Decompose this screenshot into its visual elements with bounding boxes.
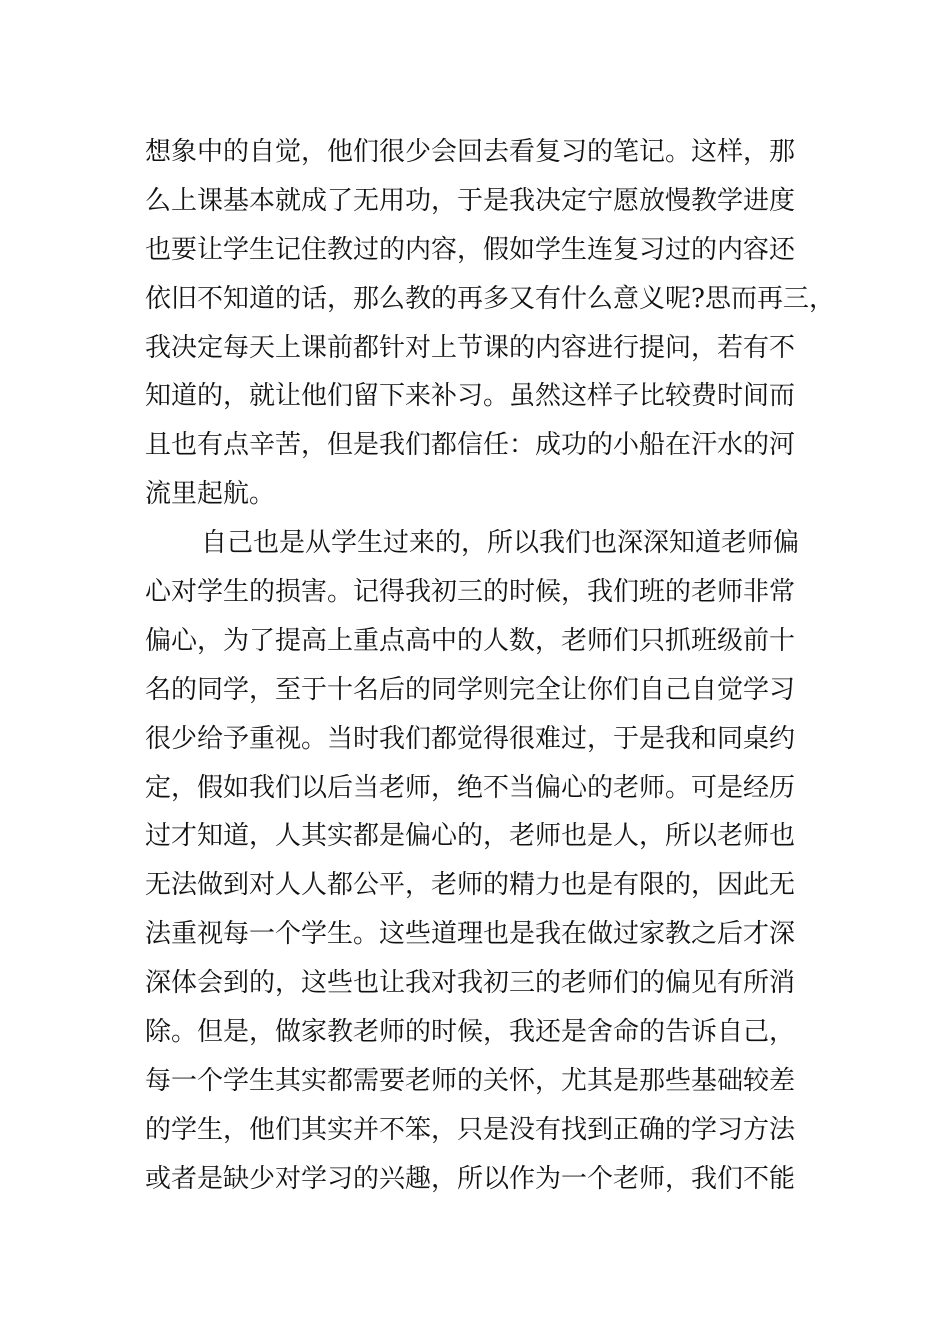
text-line: 深体会到的，这些也让我对我初三的老师们的偏见有所消 — [145, 968, 796, 999]
text-line: 我决定每天上课前都针对上节课的内容进行提问，若有不 — [145, 332, 796, 363]
text-line: 也要让学生记住教过的内容，假如学生连复习过的内容还 — [145, 234, 796, 265]
text-line: 的学生，他们其实并不笨，只是没有找到正确的学习方法 — [145, 1114, 796, 1145]
text-line: 很少给予重视。当时我们都觉得很难过，于是我和同桌约 — [145, 723, 796, 754]
text-line: 知道的，就让他们留下来补习。虽然这样子比较费时间而 — [145, 381, 796, 412]
text-line: 依旧不知道的话，那么教的再多又有什么意义呢?思而再三， — [145, 283, 835, 314]
text-line: 或者是缺少对学习的兴趣，所以作为一个老师，我们不能 — [145, 1163, 796, 1194]
text-line: 偏心，为了提高上重点高中的人数，老师们只抓班级前十 — [145, 625, 796, 656]
text-line: 么上课基本就成了无用功，于是我决定宁愿放慢教学进度 — [145, 185, 796, 216]
paragraph-first-line: 自己也是从学生过来的，所以我们也深深知道老师偏 — [201, 528, 800, 559]
text-line: 想象中的自觉，他们很少会回去看复习的笔记。这样，那 — [145, 137, 796, 167]
text-line: 定，假如我们以后当老师，绝不当偏心的老师。可是经历 — [145, 772, 796, 803]
text-line: 每一个学生其实都需要老师的关怀，尤其是那些基础较差 — [145, 1065, 796, 1096]
body-text — [145, 128, 835, 1204]
text-line: 心对学生的损害。记得我初三的时候，我们班的老师非常 — [145, 577, 796, 608]
text-line: 过才知道，人其实都是偏心的，老师也是人，所以老师也 — [145, 821, 796, 852]
text-line: 除。但是，做家教老师的时候，我还是舍命的告诉自己， — [145, 1017, 796, 1048]
text-line: 名的同学，至于十名后的同学则完全让你们自己自觉学习 — [145, 674, 796, 705]
text-line: 流里起航。 — [145, 479, 276, 510]
text-line: 无法做到对人人都公平，老师的精力也是有限的，因此无 — [145, 870, 796, 901]
text-line: 法重视每一个学生。这些道理也是我在做过家教之后才深 — [145, 919, 796, 950]
text-line: 且也有点辛苦，但是我们都信任：成功的小船在汗水的河 — [145, 430, 796, 461]
